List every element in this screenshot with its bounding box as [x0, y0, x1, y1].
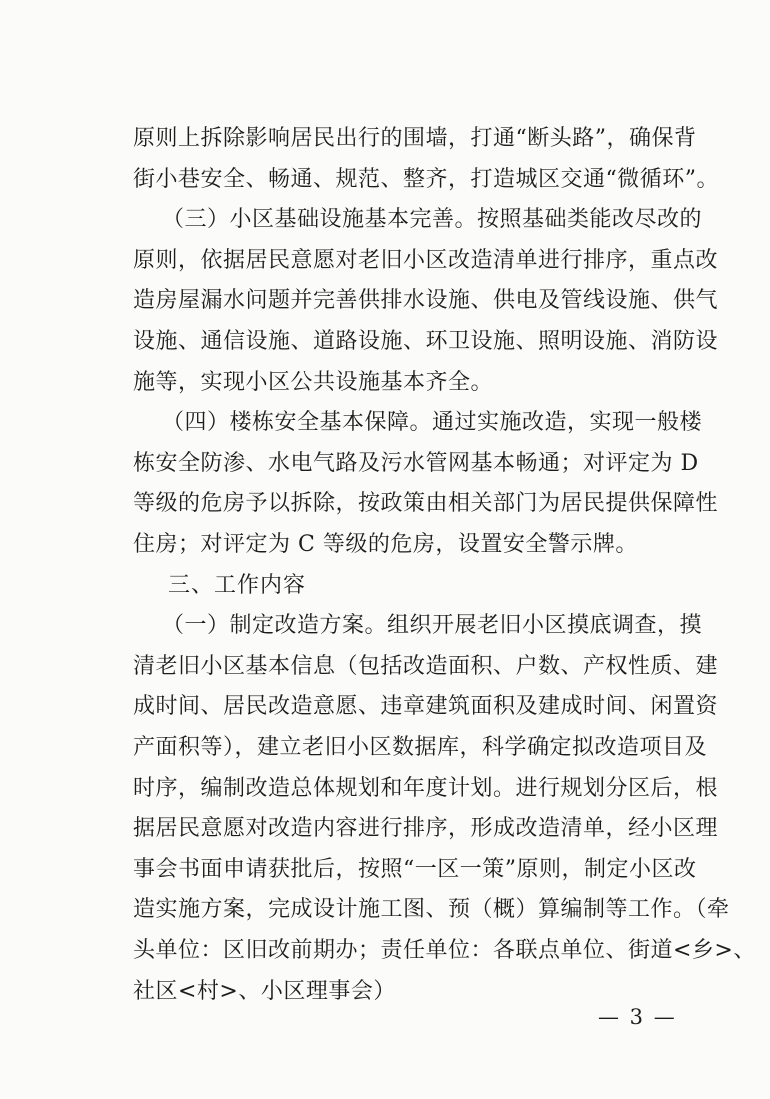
text-line: （四）楼栋安全基本保障。通过实施改造，实现一般楼	[162, 410, 703, 435]
text-line: 时序，编制改造总体规划和年度计划。进行规划分区后，根	[133, 776, 719, 801]
text-line: 成时间、居民改造意愿、违章建筑面积及建成时间、闲置资	[133, 694, 719, 719]
page-number: — 3 —	[598, 1005, 677, 1029]
text-line: 街小巷安全、畅通、规范、整齐，打造城区交通“微循环”。	[133, 167, 719, 192]
text-line: 原则，依据居民意愿对老旧小区改造清单进行排序，重点改	[133, 248, 719, 273]
text-line: 等级的危房予以拆除，按政策由相关部门为居民提供保障性	[133, 491, 719, 516]
text-line: 施等，实现小区公共设施基本齐全。	[133, 370, 494, 395]
text-line: 设施、通信设施、道路设施、环卫设施、照明设施、消防设	[133, 329, 719, 354]
text-line: 头单位：区旧改前期办；责任单位：各联点单位、街道<乡>、	[133, 938, 756, 963]
text-line: 原则上拆除影响居民出行的围墙，打通“断头路”，确保背	[133, 126, 697, 151]
text-line: 造实施方案，完成设计施工图、预（概）算编制等工作。（牵	[133, 897, 730, 922]
text-line: 栋安全防渗、水电气路及污水管网基本畅通；对评定为 D	[133, 451, 699, 476]
text-line: 清老旧小区基本信息（包括改造面积、户数、产权性质、建	[133, 654, 719, 679]
text-line: 产面积等），建立老旧小区数据库，科学确定拟改造项目及	[133, 735, 708, 760]
text-line: 住房；对评定为 C 等级的危房，设置安全警示牌。	[133, 532, 638, 557]
text-line: （一）制定改造方案。组织开展老旧小区摸底调查，摸	[162, 613, 703, 638]
text-line: 据居民意愿对改造内容进行排序，形成改造清单，经小区理	[133, 816, 719, 841]
text-line: （三）小区基础设施基本完善。按照基础类能改尽改的	[162, 207, 703, 232]
section-heading: 三、工作内容	[168, 573, 307, 598]
text-line: 造房屋漏水问题并完善供排水设施、供电及管线设施、供气	[133, 288, 719, 313]
text-line: 事会书面申请获批后，按照“一区一策”原则，制定小区改	[133, 857, 697, 882]
text-line: 社区<村>、小区理事会）	[133, 979, 396, 1004]
